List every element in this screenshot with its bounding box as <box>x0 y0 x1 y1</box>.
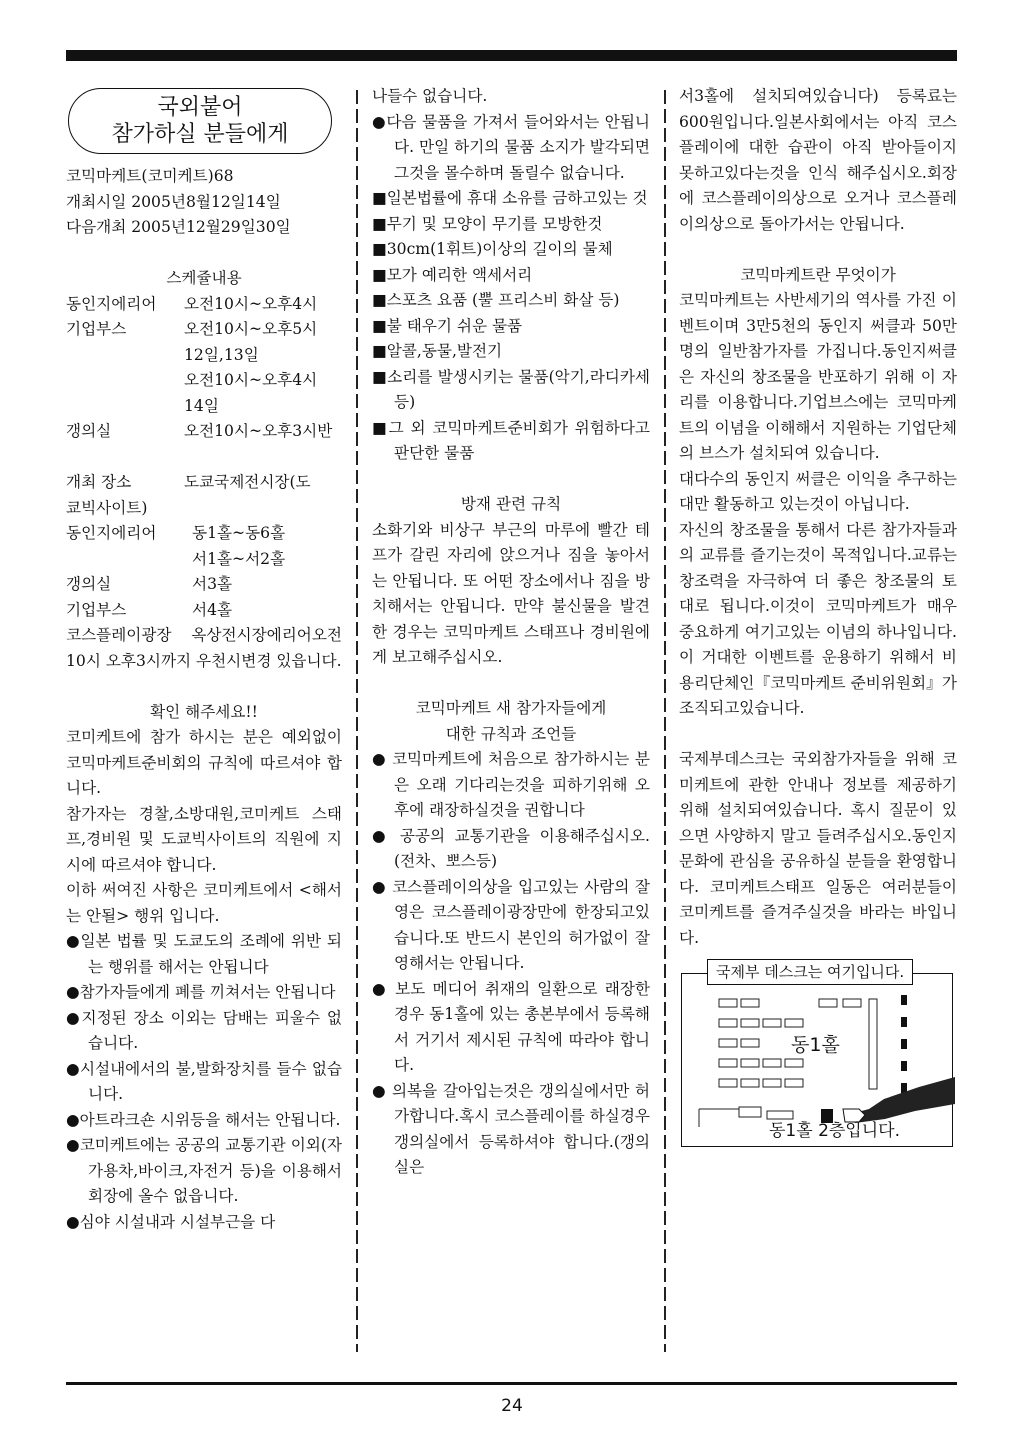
prohibited-item: ■일본법률에 휴대 소유를 금하고있는 것 <box>372 189 648 207</box>
area-label: 동인지에리어 <box>66 524 157 542</box>
map-hall-label: 동1홀 <box>791 1034 840 1056</box>
area-label: 기업부스 <box>66 600 127 619</box>
schedule-label: 동인지에리어 <box>66 294 157 313</box>
prohibited-item: ■그 외 코믹마케트준비회가 위험하다고 판단한 물품 <box>372 418 650 462</box>
bottom-rule <box>66 1382 957 1385</box>
advice-bullet: ● 코스플레이의상을 입고있는 사람의 잘영은 코스플레이광장만에 한장되고있습니다.또 반드시 본인의 허가없이 잘영해서는 안됩니다. <box>372 877 650 972</box>
schedule-value: 12일,13일 <box>184 345 259 364</box>
prohibited-item: ■모가 예리한 액세서리 <box>372 265 533 284</box>
area-value: 서3홀 <box>192 575 233 593</box>
prohibited-item: ■무기 및 모양이 무기를 모방한것 <box>372 214 603 233</box>
area-value: 서4홀 <box>192 600 233 619</box>
what-is-comiket-heading: 코믹마케트란 무엇이가 <box>740 265 896 284</box>
rule-bullet: ●코미케트에는 공공의 교통기관 이외(자가용차,바이크,자전거 등)을 이용해서 회장에 올수 없읍니다. <box>66 1136 342 1205</box>
intro-line: 개최시일 2005년8월12일14일 <box>66 192 281 211</box>
new-participants-heading: 대한 규칙과 조언들 <box>445 724 577 743</box>
schedule-value: 오전10시~오후3시반 <box>184 422 333 440</box>
confirm-heading: 확인 해주세요!! <box>150 702 258 721</box>
title-box <box>68 88 332 154</box>
prohibited-item: ■스포츠 요품 (뿔 프리스비 화살 등) <box>372 291 620 309</box>
prohibited-item: ■30cm(1휘트)이상의 길이의 물체 <box>372 240 613 258</box>
what-is-comiket-paragraph: 대다수의 동인지 써클은 이익을 추구하는대만 활동하고 있는것이 아닙니다. <box>679 469 957 513</box>
schedule-value: 오전10시~오후4시 <box>184 294 318 313</box>
cosplay-note: 코스플레이광장 옥상전시장에리어오전10시 오후3시까지 우천시변경 있읍니다. <box>66 626 342 670</box>
fire-rules-heading: 방재 관련 규칙 <box>460 495 562 513</box>
intro-line: 다음개최 2005년12월29일30일 <box>66 218 291 236</box>
map-caption: 동1홀 2층입니다. <box>769 1121 900 1141</box>
column-divider-left <box>356 90 358 1352</box>
title-line-2: 참가하실 분들에게 <box>111 122 289 147</box>
what-is-comiket-paragraph: 자신의 창조물을 통해서 다른 참가자들과의 교류를 즐기는것이 목적입니다.교류는 창조력을 자극하여 더 좋은 창조물의 토대로 됩니다.이것이 코믹마케트가 매우 중요하게 여기고있는 이념의 하나입니다. 이 거대한 이벤트를 운용하기 위해서 비용리단체인『코믹마케트 준비위원회』가 조직되고있습니다. <box>679 520 957 717</box>
confirm-paragraph: 참가자는 경찰,소방대원,코미케트 스태프,경비원 및 도쿄빅사이트의 직원에 지시에 따르셔야 합니다. <box>66 804 342 874</box>
intro-line: 코믹마케트(코미케트)68 <box>66 167 234 185</box>
area-value: 동1홀~동6홀 <box>192 524 286 542</box>
what-is-comiket-paragraph: 코믹마케트는 사반세기의 역사를 가진 이벤트이며 3만5천의 동인지 써클과 50만명의 일반참가자를 가집니다.동인지써클은 자신의 창조물을 반포하기 위해 이 자리를 이용합니다.기업브스에는 코믹마케트의 이념을 이해해서 지원하는 기업단체의 브스가 설치되여 있습니다. <box>679 291 957 462</box>
venue-value-cont: 쿄빅사이트) <box>66 498 148 517</box>
continued-text: 나들수 없습니다. <box>372 87 488 105</box>
prohibited-item: ■알콜,동물,발전기 <box>372 342 503 360</box>
international-desk-paragraph: 국제부데스크는 국외참가자들을 위해 코미케트에 관한 안내나 정보를 제공하기 위해 설치되여있습니다. 혹시 질문이 있으면 사양하지 말고 들려주십시오.동인지 문화에 관심을 공유하실 분들을 환영합니다. 코미케트스태프 일동은 여러분들이 코미케트를 즐겨주실것을 바라는 바입니다. <box>679 750 957 947</box>
advice-bullet: ● 코믹마케트에 처음으로 참가하시는 분은 오래 기다리는것을 피하기위해 오후에 래장하실것을 권합니다 <box>372 750 650 819</box>
area-value: 서1홀~서2홀 <box>192 549 286 568</box>
map-title: 국제부 데스크는 여기입니다. <box>707 959 913 985</box>
schedule-heading: 스케쥴내용 <box>166 269 242 287</box>
schedule-value: 14일 <box>184 396 219 415</box>
rule-bullet: ●다음 물품을 가져서 들어와서는 안됩니다. 만일 하기의 물품 소지가 발각되면 그것을 몰수하며 돌릴수 없습니다. <box>372 112 650 182</box>
advice-bullet: ● 보도 메디어 취재의 일환으로 래장한 경우 동1홀에 있는 총본부에서 등록해서 거기서 제시된 규칙에 따라야 합니다. <box>372 979 650 1074</box>
column-middle <box>372 84 650 1181</box>
column-left <box>66 84 342 1235</box>
schedule-label: 갱의실 <box>66 422 112 440</box>
rule-bullet: ●참가자들에게 폐를 끼쳐서는 안됩니다 <box>66 983 336 1001</box>
fire-rules-paragraph: 소화기와 비상구 부근의 마루에 빨간 테프가 갈린 자리에 앉으거나 짐을 놓아서는 안됩니다. 또 어떤 장소에서나 짐을 방치해서는 안됩니다. 만약 불신물을 발견한 경우는 코믹마케트 스태프나 경비원에게 보고해주십시오. <box>372 520 650 666</box>
advice-bullet: ● 공공의 교통기관을 이용해주십시오.(전차、뽀스등) <box>372 826 650 870</box>
rule-bullet: ●시설내에서의 불,발화장치를 들수 없습니다. <box>66 1059 342 1103</box>
hall-map <box>679 959 955 1149</box>
confirm-paragraph: 코미케트에 참가 하시는 분은 예외없이 코믹마케트준비회의 규칙에 따르셔야 합니다. <box>66 728 342 797</box>
area-label: 갱의실 <box>66 575 112 593</box>
prohibited-item: ■불 태우기 쉬운 물품 <box>372 316 523 335</box>
schedule-value: 오전10시~오후4시 <box>184 371 318 389</box>
column-right <box>679 84 957 1149</box>
rule-bullet: ●일본 법률 및 도쿄도의 조례에 위반 되는 행위를 해서는 안됩니다 <box>66 932 342 976</box>
continued-text: 서3홀에 설치되여있습니다) 등록료는 600원입니다.일본사회에서는 아직 코스플레이에 대한 습관이 아직 받아들이지 못하고있다는것을 인식 해주십시오.회장에 코스플레이의상으로 오거나 코스플레이의상으로 돌아가서는 안됩니다. <box>679 87 957 233</box>
schedule-label: 기업부스 <box>66 320 127 338</box>
rule-bullet: ●아트라크숀 시위등을 해서는 안됩니다. <box>66 1110 341 1129</box>
confirm-paragraph: 이하 써여진 사항은 코미케트에서 <해서는 안될> 행위 입니다. <box>66 881 342 925</box>
new-participants-heading: 코믹마케트 새 참가자들에게 <box>415 699 607 717</box>
page-number: 24 <box>501 1396 523 1416</box>
rule-bullet: ●심야 시설내과 시설부근을 다 <box>66 1212 276 1231</box>
top-rule <box>66 50 957 61</box>
prohibited-item: ■소리를 발생시키는 물품(악기,라디카세 등) <box>372 367 650 411</box>
title-line-1: 국외붙어 <box>157 95 243 120</box>
advice-bullet: ● 의복을 갈아입는것은 갱의실에서만 허가합니다.혹시 코스플레이를 하실경우 갱의실에서 등록하셔야 합니다.(갱의실은 <box>372 1081 650 1176</box>
venue-value: 도쿄국제전시장(도 <box>184 473 311 491</box>
rule-bullet: ●지정된 장소 이외는 담배는 피울수 없습니다. <box>66 1008 342 1052</box>
column-divider-right <box>664 90 666 1352</box>
schedule-value: 오전10시~오후5시 <box>184 320 318 338</box>
venue-label: 개최 장소 <box>66 473 132 491</box>
